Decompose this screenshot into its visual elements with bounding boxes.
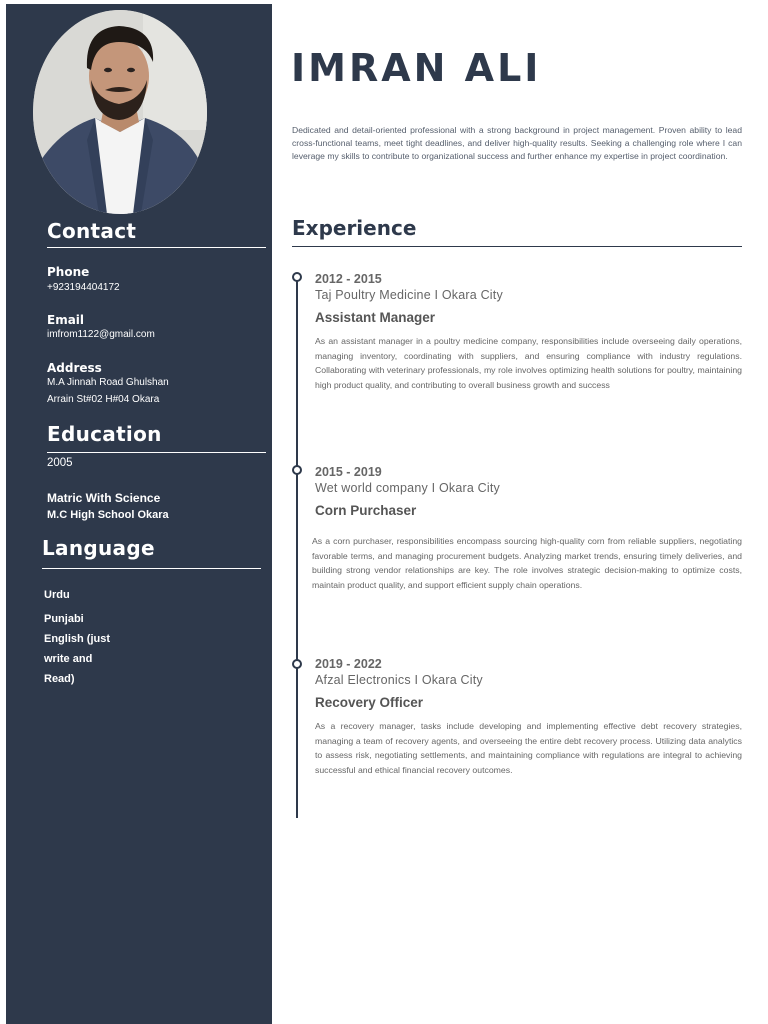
job-description: As a corn purchaser, responsibilities encompass sourcing high-quality corn from reliable suppliers, negotiating favorable terms, and managing procurement budgets. Analyzing market trends, ensuring timely deliveries, and building strong vendor relationships are key. The role involves strategic decision-making to optimize costs, maintain product quality, and support efficient supply chain operations. (312, 536, 742, 590)
sidebar (6, 4, 272, 1024)
timeline-dot (292, 659, 302, 669)
contact-divider (47, 247, 266, 248)
experience-heading: Experience (292, 216, 417, 240)
timeline-line (296, 281, 298, 818)
email-label: Email (47, 313, 85, 327)
contact-heading: Contact (47, 219, 137, 243)
language-item: write and (44, 653, 93, 665)
job-company: Afzal Electronics I Okara City (315, 673, 483, 687)
page-title: IMRAN ALI (291, 46, 542, 90)
job-years: 2012 - 2015 (315, 272, 382, 286)
job-description: As an assistant manager in a poultry medicine company, responsibilities include overseeing daily operations, managing inventory, coordinating with suppliers, and ensuring compliance with industry regulations. Collaborating with veterinary professionals, my role involves optimizing health solutions for poultry, maintaining high product quality, and contributing to overall business growth and success (315, 336, 742, 390)
portrait-image (33, 10, 207, 214)
address-line-2: Arrain St#02 H#04 Okara (47, 394, 160, 405)
language-divider (42, 568, 261, 569)
profile-summary: Dedicated and detail-oriented professional with a strong background in project management. Proven ability to lead cross-functional teams, meet tight deadlines, and deliver high-quality results. Seeking a challenging role where I can leverage my skills to contribute to organizational success and further enhance my expertise in project coordination. (292, 125, 742, 161)
education-year: 2005 (47, 457, 73, 469)
job-years: 2019 - 2022 (315, 657, 382, 671)
job-description: As a recovery manager, tasks include developing and implementing effective debt recovery strategies, managing a team of recovery agents, and overseeing the entire debt recovery process. Utilizing data analytics to assess risk, negotiating settlements, and maintaining compliance with regulations are integral to achieving successful and ethical financial recovery outcomes. (315, 721, 742, 775)
education-degree: Matric With Science (47, 491, 161, 505)
experience-item (315, 656, 742, 777)
language-heading: Language (42, 536, 155, 560)
language-list (44, 585, 134, 689)
experience-item (312, 464, 742, 592)
phone-label: Phone (47, 265, 90, 279)
timeline-dot (292, 272, 302, 282)
job-company: Taj Poultry Medicine I Okara City (315, 288, 503, 302)
timeline-dot (292, 465, 302, 475)
email-value: imfrom1122@gmail.com (47, 329, 155, 340)
language-item: Urdu (44, 589, 70, 601)
education-divider (47, 452, 266, 453)
job-years: 2015 - 2019 (315, 465, 382, 479)
education-school: M.C High School Okara (47, 509, 169, 521)
language-item: Read) (44, 673, 75, 685)
phone-value: +923194404172 (47, 282, 120, 293)
job-title: Recovery Officer (315, 695, 424, 710)
job-company: Wet world company I Okara City (315, 481, 500, 495)
language-item: English (just (44, 633, 110, 645)
address-line-1: M.A Jinnah Road Ghulshan (47, 377, 169, 388)
job-title: Assistant Manager (315, 310, 436, 325)
language-item: Punjabi (44, 613, 84, 625)
experience-item (315, 271, 742, 392)
education-heading: Education (47, 422, 162, 446)
address-label: Address (47, 361, 102, 375)
profile-photo (33, 10, 207, 214)
job-title: Corn Purchaser (315, 503, 417, 518)
experience-divider (292, 246, 742, 247)
